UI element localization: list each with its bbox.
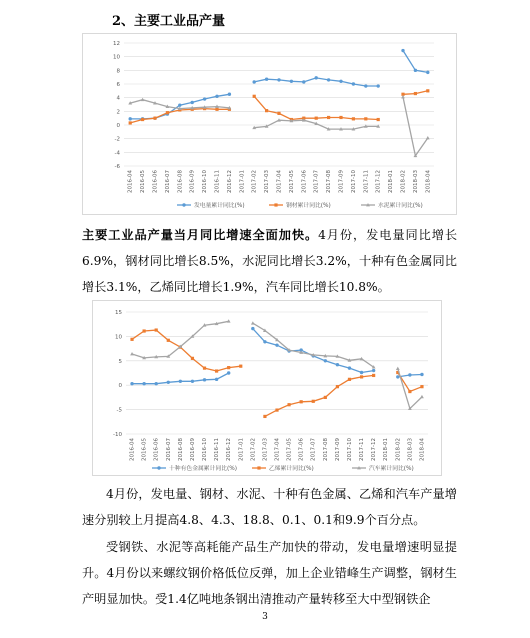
paragraph-summary [82, 222, 457, 300]
x-tick-label: 2018-03 [407, 438, 414, 461]
data-point [360, 375, 363, 378]
legend-marker [274, 203, 277, 206]
data-point [203, 367, 206, 370]
data-point [302, 80, 305, 83]
legend-label: 汽车累计同比(%) [369, 466, 414, 472]
data-point [377, 84, 380, 87]
data-point [339, 116, 342, 119]
data-point [228, 93, 231, 96]
data-point [191, 380, 194, 383]
x-tick-label: 2018-03 [412, 170, 419, 193]
x-tick-label: 2017-02 [250, 438, 257, 461]
x-tick-label: 2017-04 [274, 438, 281, 461]
x-tick-label: 2017-12 [375, 170, 382, 193]
x-tick-label: 2016-10 [202, 170, 209, 193]
data-point [396, 375, 399, 378]
data-point [336, 363, 339, 366]
data-point [401, 49, 404, 52]
y-tick-label: 2 [116, 109, 120, 116]
x-tick-label: 2016-11 [214, 438, 221, 461]
legend-label: 乙烯累计同比(%) [269, 466, 314, 472]
chart-svg [92, 300, 442, 476]
x-tick-label: 2017-11 [359, 438, 366, 461]
data-point [142, 382, 145, 385]
y-tick-label: -10 [113, 432, 122, 438]
legend-label: 水泥累计同比(%) [378, 203, 423, 209]
y-tick-label: -5 [116, 407, 122, 414]
data-point [191, 101, 194, 104]
x-tick-label: 2017-10 [350, 170, 357, 193]
x-tick-label: 2017-08 [322, 438, 329, 461]
y-tick-label: 8 [116, 68, 120, 75]
chart-industrial-output-2 [92, 300, 442, 476]
data-point [414, 92, 417, 95]
data-point [420, 373, 423, 376]
y-tick-label: 5 [118, 358, 122, 365]
data-point [130, 382, 133, 385]
data-point [408, 373, 411, 376]
data-point [253, 80, 256, 83]
data-point [227, 366, 230, 369]
x-tick-label: 2016-11 [214, 170, 221, 193]
data-point [287, 403, 290, 406]
data-point [348, 378, 351, 381]
chart-svg [82, 33, 457, 215]
x-tick-label: 2016-07 [165, 438, 172, 461]
data-point [315, 117, 318, 120]
data-point [327, 78, 330, 81]
data-point [352, 117, 355, 120]
data-point [179, 380, 182, 383]
data-point [263, 415, 266, 418]
y-tick-label: -2 [114, 136, 120, 143]
data-point [312, 400, 315, 403]
x-tick-label: 2018-04 [425, 170, 432, 193]
data-point [215, 378, 218, 381]
data-point [215, 95, 218, 98]
data-point [265, 78, 268, 81]
data-point [396, 367, 400, 370]
x-tick-label: 2017-10 [346, 438, 353, 461]
x-tick-label: 2016-08 [177, 170, 184, 193]
data-point [227, 371, 230, 374]
data-point [420, 385, 423, 388]
data-point [178, 103, 181, 106]
x-tick-label: 2018-01 [383, 438, 390, 461]
paragraph-lead: 主要工业品产量当月同比增速全面加快。 [82, 228, 319, 242]
x-tick-label: 2017-01 [239, 170, 246, 193]
data-point [324, 359, 327, 362]
x-tick-label: 2016-06 [153, 438, 160, 461]
x-tick-label: 2017-04 [276, 170, 283, 193]
data-point [420, 395, 424, 398]
y-tick-label: -6 [114, 164, 120, 170]
data-point [167, 339, 170, 342]
y-tick-label: -4 [114, 150, 120, 157]
y-tick-label: 4 [116, 95, 120, 102]
x-tick-label: 2016-07 [164, 170, 171, 193]
x-tick-label: 2017-03 [264, 170, 271, 193]
data-point [426, 136, 430, 139]
data-point [203, 97, 206, 100]
paragraph-body: 4月份，发电量同比增长6.9%，钢材同比增长8.5%，水泥同比增长3.2%，十种有色金属同比增长3.1%，乙烯同比增长1.9%，汽车同比增长10.8%。 [82, 228, 458, 294]
legend-label: 十种有色金属累计同比(%) [169, 466, 238, 472]
paragraph-growth-change: 4月份，发电量、钢材、水泥、十种有色金属、乙烯和汽车产量增速分别较上月提高4.8、4.3、18.8、0.1、0.1和9.9个百分点。 [82, 487, 457, 527]
data-point [426, 89, 429, 92]
page-number: 3 [262, 612, 268, 622]
data-point [426, 71, 429, 74]
y-tick-label: 6 [116, 82, 120, 88]
data-point [277, 78, 280, 81]
data-point [408, 390, 411, 393]
x-tick-label: 2016-12 [226, 438, 233, 461]
x-tick-label: 2016-06 [152, 170, 159, 193]
data-point [327, 116, 330, 119]
data-point [348, 366, 351, 369]
legend-label: 发电量累计同比(%) [194, 203, 245, 209]
legend-marker [182, 203, 185, 206]
x-tick-label: 2017-05 [286, 438, 293, 461]
data-point [143, 329, 146, 332]
data-point [364, 84, 367, 87]
series-line [130, 51, 428, 119]
x-tick-label: 2017-09 [334, 438, 341, 461]
x-tick-label: 2017-06 [298, 438, 305, 461]
data-point [339, 80, 342, 83]
data-point [372, 369, 375, 372]
legend-marker [257, 466, 260, 469]
data-point [141, 118, 144, 121]
x-tick-label: 2017-09 [338, 170, 345, 193]
data-point [203, 378, 206, 381]
y-tick-label: 15 [115, 310, 122, 316]
data-point [352, 82, 355, 85]
series-line [132, 330, 422, 416]
data-point [130, 352, 134, 355]
x-tick-label: 2016-09 [189, 438, 196, 461]
section-title: 2、主要工业品产量 [112, 14, 226, 29]
data-point [364, 117, 367, 120]
data-point [166, 111, 169, 114]
x-tick-label: 2017-06 [301, 170, 308, 193]
data-point [290, 80, 293, 83]
x-tick-label: 2017-11 [363, 170, 370, 193]
x-tick-label: 2017-07 [310, 438, 317, 461]
x-tick-label: 2018-02 [395, 438, 402, 461]
x-tick-label: 2017-07 [313, 170, 320, 193]
x-tick-label: 2017-08 [326, 170, 333, 193]
y-tick-label: 10 [113, 54, 120, 61]
x-tick-label: 2018-01 [388, 170, 395, 193]
x-tick-label: 2016-04 [127, 170, 134, 193]
x-tick-label: 2016-05 [140, 170, 147, 193]
x-tick-label: 2016-12 [226, 170, 233, 193]
data-point [215, 108, 218, 111]
data-point [414, 69, 417, 72]
chart-industrial-output-1 [82, 33, 457, 215]
data-point [129, 117, 132, 120]
x-tick-label: 2018-04 [419, 438, 426, 461]
legend-label: 钢材累计同比(%) [286, 203, 331, 209]
data-point [153, 117, 156, 120]
data-point [129, 121, 132, 124]
y-tick-label: 12 [113, 41, 120, 47]
data-point [253, 95, 256, 98]
x-tick-label: 2017-03 [262, 438, 269, 461]
x-tick-label: 2016-04 [129, 438, 136, 461]
series-line [132, 329, 422, 384]
data-point [251, 321, 255, 324]
y-tick-label: 10 [115, 334, 122, 341]
data-point [336, 385, 339, 388]
paragraph-analysis: 受钢铁、水泥等高耗能产品生产加快的带动，发电量增速明显提升。4月份以来螺纹钢价格低位反弹，加上企业错峰生产调整，钢材生产明显加快。受1.4亿吨地条钢出清推动产量转移至大中型钢铁企 [82, 540, 457, 606]
data-point [277, 112, 280, 115]
x-tick-label: 2017-12 [371, 438, 378, 461]
series-line [132, 321, 422, 408]
x-tick-label: 2016-09 [189, 170, 196, 193]
data-point [167, 381, 170, 384]
x-tick-label: 2016-08 [177, 438, 184, 461]
y-tick-label: 0 [118, 383, 122, 390]
legend-marker [157, 466, 160, 469]
data-point [130, 338, 133, 341]
data-point [300, 400, 303, 403]
x-tick-label: 2018-02 [400, 170, 407, 193]
y-tick-label: 0 [116, 123, 120, 129]
series-line [130, 91, 428, 123]
data-point [155, 382, 158, 385]
x-tick-label: 2017-02 [251, 170, 258, 193]
x-tick-label: 2016-10 [202, 438, 209, 461]
data-point [251, 327, 254, 330]
x-tick-label: 2017-05 [288, 170, 295, 193]
data-point [324, 396, 327, 399]
data-point [263, 340, 266, 343]
data-point [215, 369, 218, 372]
x-tick-label: 2016-05 [141, 438, 148, 461]
data-point [265, 109, 268, 112]
data-point [155, 328, 158, 331]
data-point [191, 357, 194, 360]
data-point [275, 408, 278, 411]
data-point [377, 118, 380, 121]
x-tick-label: 2017-01 [238, 438, 245, 461]
data-point [275, 343, 278, 346]
data-point [360, 371, 363, 374]
series-line [130, 97, 428, 156]
data-point [372, 374, 375, 377]
data-point [239, 365, 242, 368]
data-point [315, 76, 318, 79]
